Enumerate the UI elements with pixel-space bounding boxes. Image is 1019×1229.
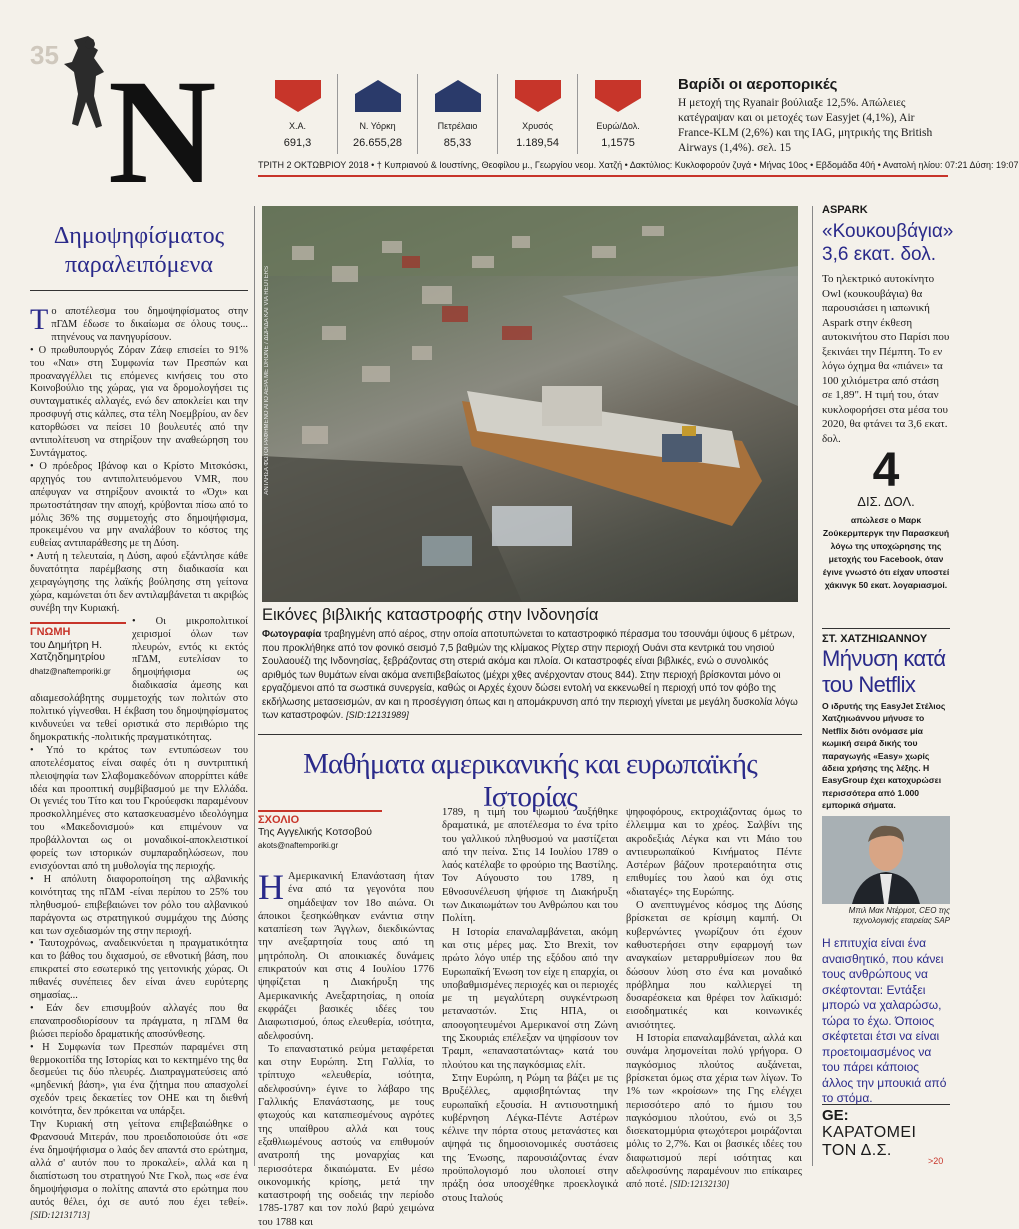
up-arrow-icon [435, 80, 481, 112]
opinion-body [30, 303, 248, 1223]
column-divider [254, 206, 255, 1166]
author-email[interactable]: akots@naftemporiki.gr [258, 841, 339, 850]
paragraph: ψηφοφόρους, εκτροχιάζοντας όμως το έλλειμμα και το χρέος. Σαλβίνι της ακροδεξιάς Λέγκα και ντι Μάιο του αντιευρωπαϊκού Κινήματος Πέντε Αστέρων βάζουν προτεραιότητα στις επιθυμίες του λαού και όχι στις «διαταγές» της Ευρώπης. [626, 807, 802, 898]
market-ticker [258, 74, 658, 154]
photo-caption [262, 628, 798, 723]
paragraph: Την Κυριακή στη γείτονα επιβεβαιώθηκε ο Φρανσουά Μιτεράν, που προειδοποιούσε ότι «σε ένα δημοψήφισμα ο λαός δεν απαντά στο ερώτημα, αλλά σ' αυτόν που το προκαλεί», αλλά και η διαπίστωση του στρατηγού Ντε Γκολ, πως «σε ένα δημοψήφισμα ο πολίτης απαντά στο ερώτημα που αυτός θέλει, όχι σε αυτό που έχει τεθεί». [30, 1119, 248, 1208]
aspark-headline: «Κουκουβάγια» 3,6 εκατ. δολ. [822, 221, 954, 265]
author-name: Της Αγγελικής Κοτσοβού [258, 826, 373, 838]
ticker-item-gold [498, 74, 578, 154]
byline-box [258, 810, 382, 850]
aspark-kicker: ASPARK [822, 204, 868, 216]
article-headline: Μαθήματα αμερικανικής και ευρωπαϊκής Ιστορίας [303, 748, 757, 813]
netflix-kicker: ΣΤ. ΧΑΤΖΗΙΩΑΝΝΟΥ [822, 628, 950, 645]
sid-tag: [SID:12132130] [669, 1179, 730, 1190]
dropcap: Η [258, 867, 284, 907]
paragraph: 1789, η τιμή του ψωμιού αυξήθηκε δραματικά, με αποτέλεσμα το ένα τρίτο του γαλλικού πληθυσμού να μαστίζεται από την πείνα. Στις 14 Ιουλίου 1789 ο λαός κατέλαβε το φρούριο της Βαστίλης. Τον Αύγουστο του 1789, η Εθνοσυνέλευση ψήφισε τη Διακήρυξη των Δικαιωμάτων του Ανθρώπου και του Πολίτη. [442, 807, 618, 925]
big-number: 4 [872, 444, 900, 497]
ge-teaser[interactable] [822, 1104, 950, 1160]
paragraph: Το επαναστατικό ρεύμα μεταφέρεται και στην Ευρώπη. Στη Γαλλία, το τρίπτυχο «ελευθερία, ισότητα, αδελφοσύνη» έγινε το λάβαρο της Γαλλικής Επανάστασης, με τους φτωχούς και καταπιεσμένους αγρότες της υπαίθρου αλλά και τους εξαθλιωμένους αστούς να επιθυμούν ανατροπή της μοναρχίας και περισσότερα δικαιώματα. Εν μέσω οικονομικής κρίσης, μετά την καταστροφή της σοδειάς την περίοδο 1785-1787 και τον πολύ βαρύ χειμώνα του 1788 και [258, 1043, 434, 1228]
paragraph: • Ο πρωθυπουργός Ζόραν Ζάεφ επισείει το 91% του «Ναι» στη Συμφωνία των Πρεσπών και προαναγγέλλει τις επόμενες κινήσεις του στο Κοινοβούλιο της χώρας, για να δρομολογήσει τις συνταγματικές αλλαγές, ενώ δεν αποκλείει και την προσφυγή στις κάλπες, στα τέλη Νοεμβρίου, αν δεν κατορθώσει να πείσει 10 βουλευτές από την αντιπολίτευση να στηρίξουν την αναθεώρηση του Συντάγματος. [30, 344, 248, 459]
ticker-label: Ν. Υόρκη [359, 121, 396, 131]
ticker-label: Πετρέλαιο [437, 121, 478, 131]
ghost-edge-text: 35 [30, 40, 59, 70]
paragraph: • Ο πρόεδρος Ιβάνοφ και ο Κρίστο Μιτσκόσκι, αρχηγός του αντιπολιτευόμενου VMR, που απέφυγαν να στηρίξουν ανοικτά το «Όχι» και πρωτοστάτησαν την αποχή, κρύβονται πίσω από το μόλις 36% της συμμετοχής στο δημοψήφισμα, προκειμένου να μην αναλάβουν το κόστος της ευθείας αντιπαράθεσης με τη Δύση. [30, 460, 248, 550]
sid-tag: [SID:12131989] [346, 710, 409, 720]
brief-text: Η μετοχή της Ryanair βούλιαξε 12,5%. Απώλειες κατέγραψαν και οι μετοχές των Easyjet (4,1%), Air France-KLM (2,6%) και της IAG, μητρικής της British Airways (1,4%). σελ. 15 [678, 97, 933, 154]
byline-box [30, 622, 126, 679]
ticker-label: Χ.Α. [289, 121, 307, 131]
divider [258, 734, 802, 735]
paragraph: • Η απόλυτη διαφοροποίηση της αλβανικής κοινότητας της πΓΔΜ -είναι περίπου το 25% του πληθυσμού- επιβεβαιώνει τον ρόλο του αλβανικού παράγοντα ως στρατηγικού συμμάχου της Δύσης και των σχεδιασμών της στην περιοχή. [30, 873, 248, 937]
ge-kicker: GE: [822, 1107, 849, 1124]
down-arrow-icon [515, 80, 561, 112]
paragraph: Η Ιστορία επαναλαμβάνεται, ακόμη και στις μέρες μας. Στο Brexit, τον πρώτο λόγο υπέρ της εξόδου από την Ευρωπαϊκή Ένωση τον είχε η επαρχία, οι υποβαθμισμένες περιοχές και οι περιοχές με τη μεγαλύτερη συγκέντρωση μεταναστών. Στις ΗΠΑ, οι αποογοητευμένοι Αμερικανοί στη Ζώνη της Σκουριάς επέλεξαν να ψηφίσουν τον Τραμπ, «επαναστατώντας» κατά του πλούτου και της παγκόσμιας ελίτ. [442, 926, 618, 1071]
paragraph: • Η Συμφωνία των Πρεσπών παραμένει στη θερμοκοιτίδα της Ιστορίας και το κεκτημένο της θα δεσμεύει τις δύο πλευρές. Διαπραγματεύσεις από «μηδενική βάση», για ένα ζήτημα που απασχολεί σχεδόν τρεις δεκαετίες τον ΟΗΕ και τη διεθνή κοινότητα, δεν πρόκειται να υπάρξει. [30, 1041, 248, 1118]
tsunami-photo [262, 206, 798, 602]
ge-text: ΚΑΡΑΤΟΜΕΙ ΤΟΝ Δ.Σ. [822, 1124, 917, 1159]
ticker-label: Ευρώ/Δολ. [596, 121, 640, 131]
author-email[interactable]: dhatz@naftemporiki.gr [30, 666, 111, 676]
ticker-item-athens [258, 74, 338, 154]
section-label: ΣΧΟΛΙΟ [258, 810, 382, 826]
brief-headline: Βαρίδι οι αεροπορικές [678, 76, 838, 93]
portrait-caption: Μπιλ Μακ Ντέρμοτ, CEO της τεχνολογικής εταιρείας SAP [848, 906, 950, 925]
ticker-value: 691,3 [283, 137, 312, 149]
quote-text: Η επιτυχία είναι ένα αναισθητικό, που κάνει τους ανθρώπους να σκέφτονται: Εντάξει μπορώ να χαλαρώσω, τώρα το έχω. Όποιος σκέφτεται έτσι να είναι προετοιμασμένος να του πάρει κάποιος άλλος την μπουκιά από το στόμα. [822, 936, 947, 1105]
netflix-headline: Μήνυση κατά του Netflix [822, 646, 946, 697]
down-arrow-icon [595, 80, 641, 112]
photo-headline: Εικόνες βιβλικής καταστροφής στην Ινδονησία [262, 606, 599, 624]
dropcap: Τ [30, 303, 49, 336]
sid-tag: [SID:12131713] [30, 1210, 90, 1221]
ticker-label: Χρυσός [522, 121, 554, 131]
netflix-text: Ο ιδρυτής της EasyJet Στέλιος Χατζηιωάννου μήνυσε το Netflix διότι ονόμασε μία κωμική σειρά δικής του παραγωγής «Easy» χωρίς άδεια χρήσης της λέξης. Η EasyGroup έχει κατοχυρώσει περισσότερα από 1.000 εμπορικά σήματα. [822, 701, 946, 811]
caption-lead: Φωτογραφία [262, 629, 322, 640]
article-column-3 [626, 806, 802, 1192]
paragraph: • Ταυτοχρόνως, αναδεικνύεται η πραγματικότητα και το βάθος του διχασμού, σε εθνοτική βάση, που επικρατεί στο εσωτερικό της γειτονικής χώρας. Οι πιθανές συνέπειες δεν είναι άνευ ευρύτερης σημασίας... [30, 938, 248, 1002]
ticker-item-oil [418, 74, 498, 154]
ticker-item-newyork [338, 74, 418, 154]
column-divider [812, 206, 813, 1166]
photo-credit: ΑΝΤΛΗΣΑ ΦΩΤΟΓΡΑΦΗΜΕΝΟ ΑΠΟ ΑΕΡΑ ΜΕ DRONE / ΔΩΡΙΔΑ ΚΑΙ VIA REUTERS [264, 266, 270, 495]
paragraph: Η Ιστορία επαναλαμβάνεται, αλλά και συνάμα λησμονείται πολύ γρήγορα. Ο παγκόσμιος πλούτος αυξάνεται, βρίσκεται όμως στα χέρια των λίγων. Το 1% των «κροίσων» της Γης ελέγχει περισσότερο από το ήμισυ του παγκόσμιου πλούτου, ενώ οι 3,5 δισεκατομμύρια φτωχότεροι μοιράζονται μόλις το 2,7%. Και οι βασικές ιδέες του διαφωτισμού περί ισότητας και αδελφοσύνης παραμένουν πιο επίκαιρες από ποτέ. [626, 1033, 802, 1191]
portrait-illustration [822, 816, 950, 904]
ticker-value: 85,33 [443, 137, 472, 149]
paragraph: • Οι μικροπολιτικοί χειρισμοί όλων των πλευρών, εντός κι εκτός πΓΔΜ, ευτελίσαν το δημοψήφισμα ως διαδικασία άμεσης και αδιαμεσολάβητης συμμετοχής των πολιτών στο πολιτικό γίγνεσθαι. Η έκβαση του δημοψηφίσματος κινδυνεύει να τεθεί οριστικά στο περιθώριο της δημοκρατικής -πολιτικής πραγματικότητας. [30, 615, 248, 743]
portrait-photo [822, 816, 950, 904]
big-number-text: απώλεσε ο Μαρκ Ζούκερμπεργκ την Παρασκευή λόγω της υποχώρησης της μετοχής του Facebook, όταν έγινε γνωστό ότι είχαν υποστεί χάκινγκ 50 εκατ. λογαριασμοί. [822, 515, 950, 590]
dateline: ΤΡΙΤΗ 2 ΟΚΤΩΒΡΙΟΥ 2018 • † Κυπριανού & Ιουστίνης, Θεοφίλου μ., Γεωργίου νεομ. Χατζή • Δακτύλιος: Κυκλοφορούν ζυγά • Μήνας 10ος • Εβδομάδα 40ή • Ανατολή ηλίου: 07:21 Δύση: 19:07 [258, 160, 948, 177]
paragraph: Στην Ευρώπη, η Ρώμη τα βάζει με τις Βρυξέλλες, αμφισβητώντας την ευρωπαϊκή εξουσία. Η αντισυστημική κυβέρνηση Λέγκα-Πέντε Αστέρων κέλινε την πόρτα στους μετανάστες και αψηφά τις δημοσιονομικές συστάσεις της Ένωσης, παρουσιάζοντας έναν προϋπολογισμό που υλοποιεί στην πράξη όσα υποσχέθηκε προεκλογικά στους Ιταλούς [442, 1072, 618, 1204]
article-column-1 [258, 867, 434, 1229]
paragraph: • Αυτή η τελευταία, η Δύση, αφού εξάντλησε κάθε δυνατότητα παρέμβασης στη διαδικασία και χειραγώγησης της λαϊκής βούλησης στη γείτονα χώρα, καμώνεται ότι δεν αντιλαμβάνεται τι ακριβώς συνέβη την Κυριακή. [30, 551, 248, 614]
newspaper-logo: N [108, 49, 217, 215]
page-reference-link[interactable]: >20 [928, 1156, 944, 1166]
ticker-value: 26.655,28 [353, 137, 402, 149]
photo-illustration [262, 206, 798, 602]
opinion-title: Δημοψηφίσματος παραλειπόμενα [53, 223, 225, 278]
paragraph: Αμερικανική Επανάσταση ήταν ένα από τα γεγονότα που σημάδεψαν τον 18ο αιώνα. Οι άποικοι ξεσηκώθηκαν ενάντια στην καταπίεση των Άγγλων, διεκδικώντας την ανεξαρτησία τους από τη μητρόπολη. Οι αποικιακές δυνάμεις επικρατούν και στις 4 Ιουλίου 1776 ψηφίζεται η Διακήρυξη της Αμερικανικής Ανεξαρτησίας, η οποία εκφράζει βασικές ιδέες του Διαφωτισμού, όπως ελευθερία, ισότητα, αδελφοσύνη. [258, 871, 434, 1042]
big-number-unit: ΔΙΣ. ΔΟΛ. [857, 494, 915, 509]
paragraph: Ο ανεπτυγμένος κόσμος της Δύσης βρίσκεται σε κρίσιμη καμπή. Οι κυβερνώντες γνωρίζουν ότι έχουν καθυστερήσει στην εφαρμογή των αναγκαίων μεταρρυθμίσεων που θα δώσουν λύση στο ένα και μοναδικό πρόβλημα που καλλιεργεί τη δυσαρέσκεια και θρέφει τον λαϊκισμό: εισοδηματικές και κοινωνικές ανισότητες. [626, 900, 802, 1031]
down-arrow-icon [275, 80, 321, 112]
caption-text: τραβηγμένη από αέρος, στην οποία αποτυπώνεται το καταστροφικό πέρασμα του τσουνάμι ύψους 6 μέτρων, που προκλήθηκε από τον φονικό σεισμό 7,5 βαθμών της κλίμακος Ρίχτερ στην περιοχή Ουάνι στα κεντρικά του νησιού Σουλαουέζι της Ινδονησίας, ξεβράζοντας στη στεριά ακόμα και πλοία. Οι καταστροφές είναι βιβλικές, ενώ ο συνολικός αριθμός των θυμάτων είναι ακόμα ανεπιβεβαίωτος (μέχρι χθες ανέρχονταν στους 844). Στην περιοχή βρίσκονται μόνο οι εργαζόμενοι από τα σωστικά συνεργεία, καθώς οι Αρχές έχουν δώσει εντολή να εκκενωθεί η περιοχή υπό τον φόβο της εκδήλωσης μετασεισμών, αν και η προσέγγιση όπως και η απομάκρυνση από την περιοχή γίνεται με μεγάλη δυσκολία λόγω των καταστροφών. [262, 629, 798, 721]
aspark-text: Το ηλεκτρικό αυτοκίνητο Owl (κουκουβάγια) θα παρουσιάσει η ιαπωνική Aspark στην έκθεση αυτοκινήτου στο Παρίσι που ξεκινάει την Πέμπτη. Το εν λόγω όχημα θα «πιάνει» τα 100 χιλιόμετρα από στάση σε 1,89". Η τιμή του, όταν κυκλοφορήσει στα μέσα του 2020, θα φτάνει τα 3,6 εκατ. δολ. [822, 273, 950, 445]
section-label: ΓΝΩΜΗ [30, 622, 126, 639]
ticker-value: 1,1575 [601, 137, 635, 149]
ticker-item-eurusd [578, 74, 658, 154]
ticker-value: 1.189,54 [516, 137, 559, 149]
author-name: του Δημήτρη Η. Χατζηδημητρίου [30, 638, 105, 663]
up-arrow-icon [355, 80, 401, 112]
paragraph: • Εάν δεν επισυμβούν αλλαγές που θα επαναπροσδιορίσουν τα πράγματα, η πΓΔΜ θα βιώσει περίοδο δραματικής αποσύνθεσης. [30, 1002, 248, 1040]
article-column-2 [442, 806, 618, 1205]
divider [30, 290, 248, 291]
paragraph: • Υπό το κράτος των εντυπώσεων του αποτελέσματος είναι σαφές ότι η συντριπτική πλειοψηφία των Σλαβομακεδόνων απορρίπτει κάθε ιδέα και προοπτική συμβίβασμού με την Ελλάδα. Οι γενιές του Τίτο και του Γκρούεφσκι παραμένουν προσκολλημένες στο κατασκευασμένο ιδεολόγημα του «Μακεδονισμού» και επιμένουν να προβάλλονται ως οι μοναδικοί-αποκλειστικοί φορείς των ιστορικών συμπαραδηλώσεων, που ενισχύονται από τη μυθολογία της περιοχής. [30, 744, 248, 872]
paragraph: ο αποτέλεσμα του δημοψηφίσματος στην πΓΔΜ έδωσε το δικαίωμα σε όλους τους... πτηνένους να πανηγυρίσουν. [51, 306, 248, 343]
